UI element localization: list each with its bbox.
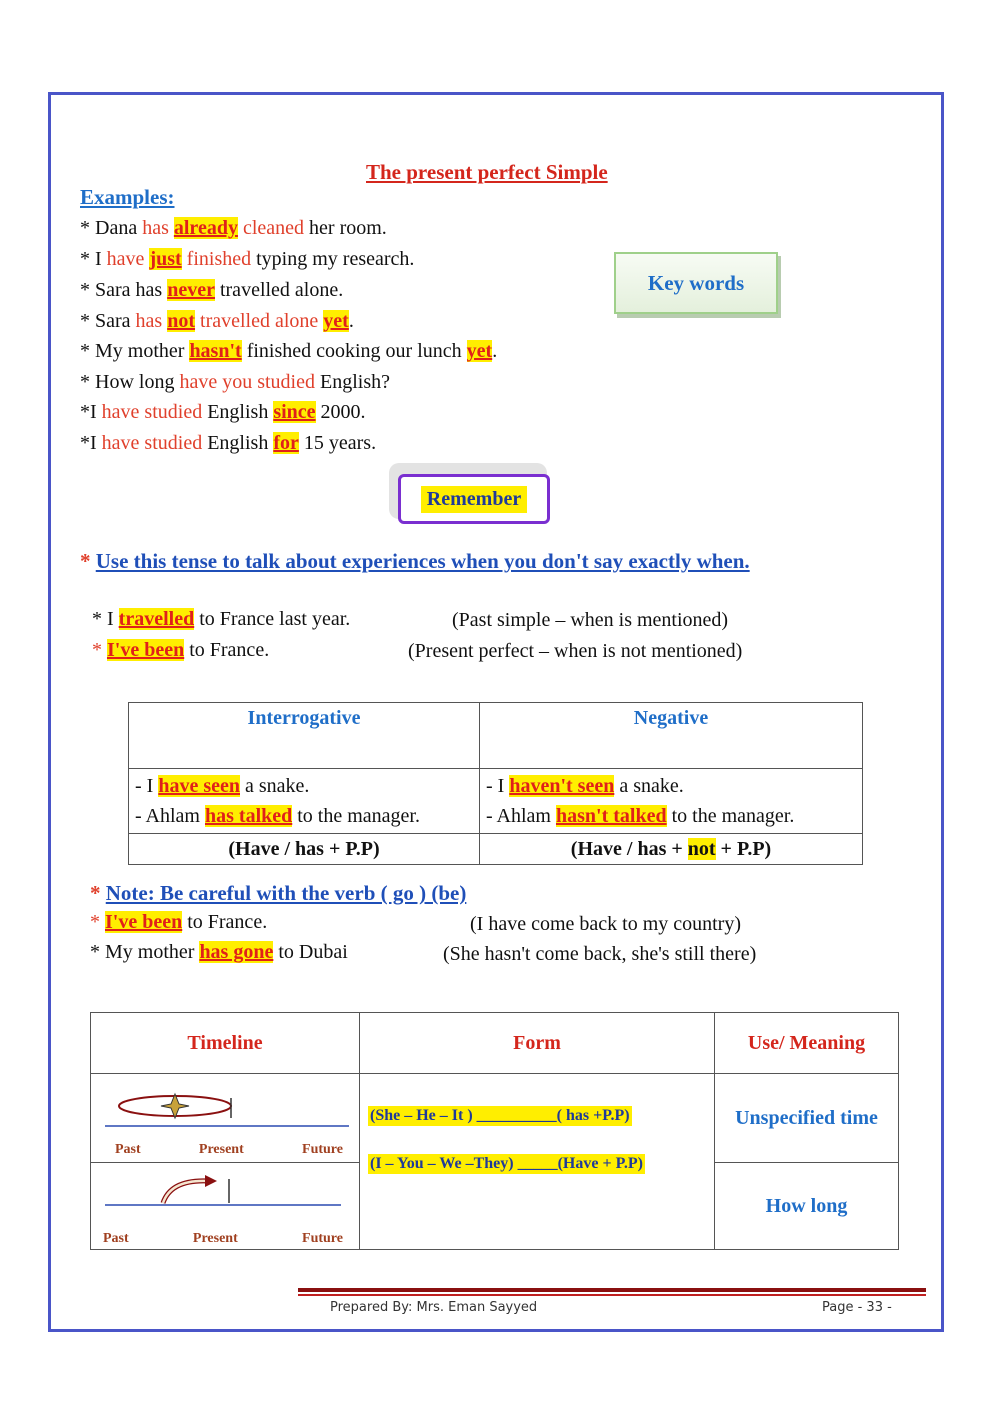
use-cell: Unspecified time xyxy=(715,1074,899,1163)
remember-box: Remember xyxy=(398,474,550,524)
timeline-label: Present xyxy=(198,1142,244,1157)
table-row-text: - Ahlam has talked to the manager. xyxy=(135,805,420,827)
timeline-label: Future xyxy=(302,1231,343,1246)
interrogative-cell xyxy=(129,769,480,834)
table-header: Timeline xyxy=(91,1013,360,1074)
timeline-cell xyxy=(91,1163,360,1250)
example-line: * How long have you studied English? xyxy=(80,371,390,393)
timeline-label: Present xyxy=(192,1231,238,1246)
key-words-box: Key words xyxy=(614,252,778,314)
negative-form: (Have / has + not + P.P) xyxy=(480,834,863,865)
form-line: (I – You – We –They) _____(Have + P.P) xyxy=(370,1155,643,1172)
example-line: * Dana has already cleaned her room. xyxy=(80,217,387,239)
footer-page-number: Page - 33 - xyxy=(822,1300,892,1315)
timeline-unspecified-diagram xyxy=(91,1078,357,1138)
form-line: (She – He – It ) __________( has +P.P) xyxy=(370,1107,630,1124)
examples-heading: Examples: xyxy=(80,185,175,209)
page-title: The present perfect Simple xyxy=(366,160,608,184)
timeline-cell xyxy=(91,1074,360,1163)
footer-divider xyxy=(298,1294,926,1296)
table-header: Form xyxy=(360,1013,715,1074)
go-be-note: (I have come back to my country) xyxy=(470,913,742,935)
summary-table xyxy=(90,1012,899,1250)
contrast-line: * I've been to France. xyxy=(92,639,270,661)
go-be-line: * I've been to France. xyxy=(90,911,268,933)
use-rule: * Use this tense to talk about experiences when you don't say exactly when. xyxy=(80,549,750,573)
example-line: * My mother hasn't finished cooking our lunch yet. xyxy=(80,340,498,362)
timeline-label: Past xyxy=(103,1231,129,1246)
footer-author: Prepared By: Mrs. Eman Sayyed xyxy=(330,1300,538,1315)
contrast-note: (Present perfect – when is not mentioned) xyxy=(408,640,743,662)
example-line: *I have studied English since 2000. xyxy=(80,401,366,423)
negative-cell xyxy=(480,769,863,834)
table-header: Interrogative xyxy=(129,703,480,769)
interrogative-form: (Have / has + P.P) xyxy=(129,834,480,865)
timeline-how-long-diagram xyxy=(91,1165,357,1225)
table-row-text: - I have seen a snake. xyxy=(135,775,310,797)
example-line: * Sara has not travelled alone yet. xyxy=(80,310,354,332)
timeline-label: Past xyxy=(115,1142,141,1157)
example-line: *I have studied English for 15 years. xyxy=(80,432,377,454)
table-row-text: - I haven't seen a snake. xyxy=(486,775,684,797)
use-cell: How long xyxy=(715,1163,899,1250)
table-header: Negative xyxy=(480,703,863,769)
footer-divider xyxy=(298,1288,926,1292)
example-line: * I have just finished typing my research. xyxy=(80,248,415,270)
note-heading: * Note: Be careful with the verb ( go ) (be) xyxy=(90,881,467,905)
table-row-text: - Ahlam hasn't talked to the manager. xyxy=(486,805,795,827)
go-be-line: * My mother has gone to Dubai xyxy=(90,941,348,963)
interrogative-negative-table xyxy=(128,702,863,865)
timeline-label: Future xyxy=(302,1142,343,1157)
contrast-line: * I travelled to France last year. xyxy=(92,608,351,630)
table-header: Use/ Meaning xyxy=(715,1013,899,1074)
contrast-note: (Past simple – when is mentioned) xyxy=(452,609,729,631)
go-be-note: (She hasn't come back, she's still there) xyxy=(443,943,757,965)
example-line: * Sara has never travelled alone. xyxy=(80,279,344,301)
form-cell xyxy=(360,1074,715,1250)
